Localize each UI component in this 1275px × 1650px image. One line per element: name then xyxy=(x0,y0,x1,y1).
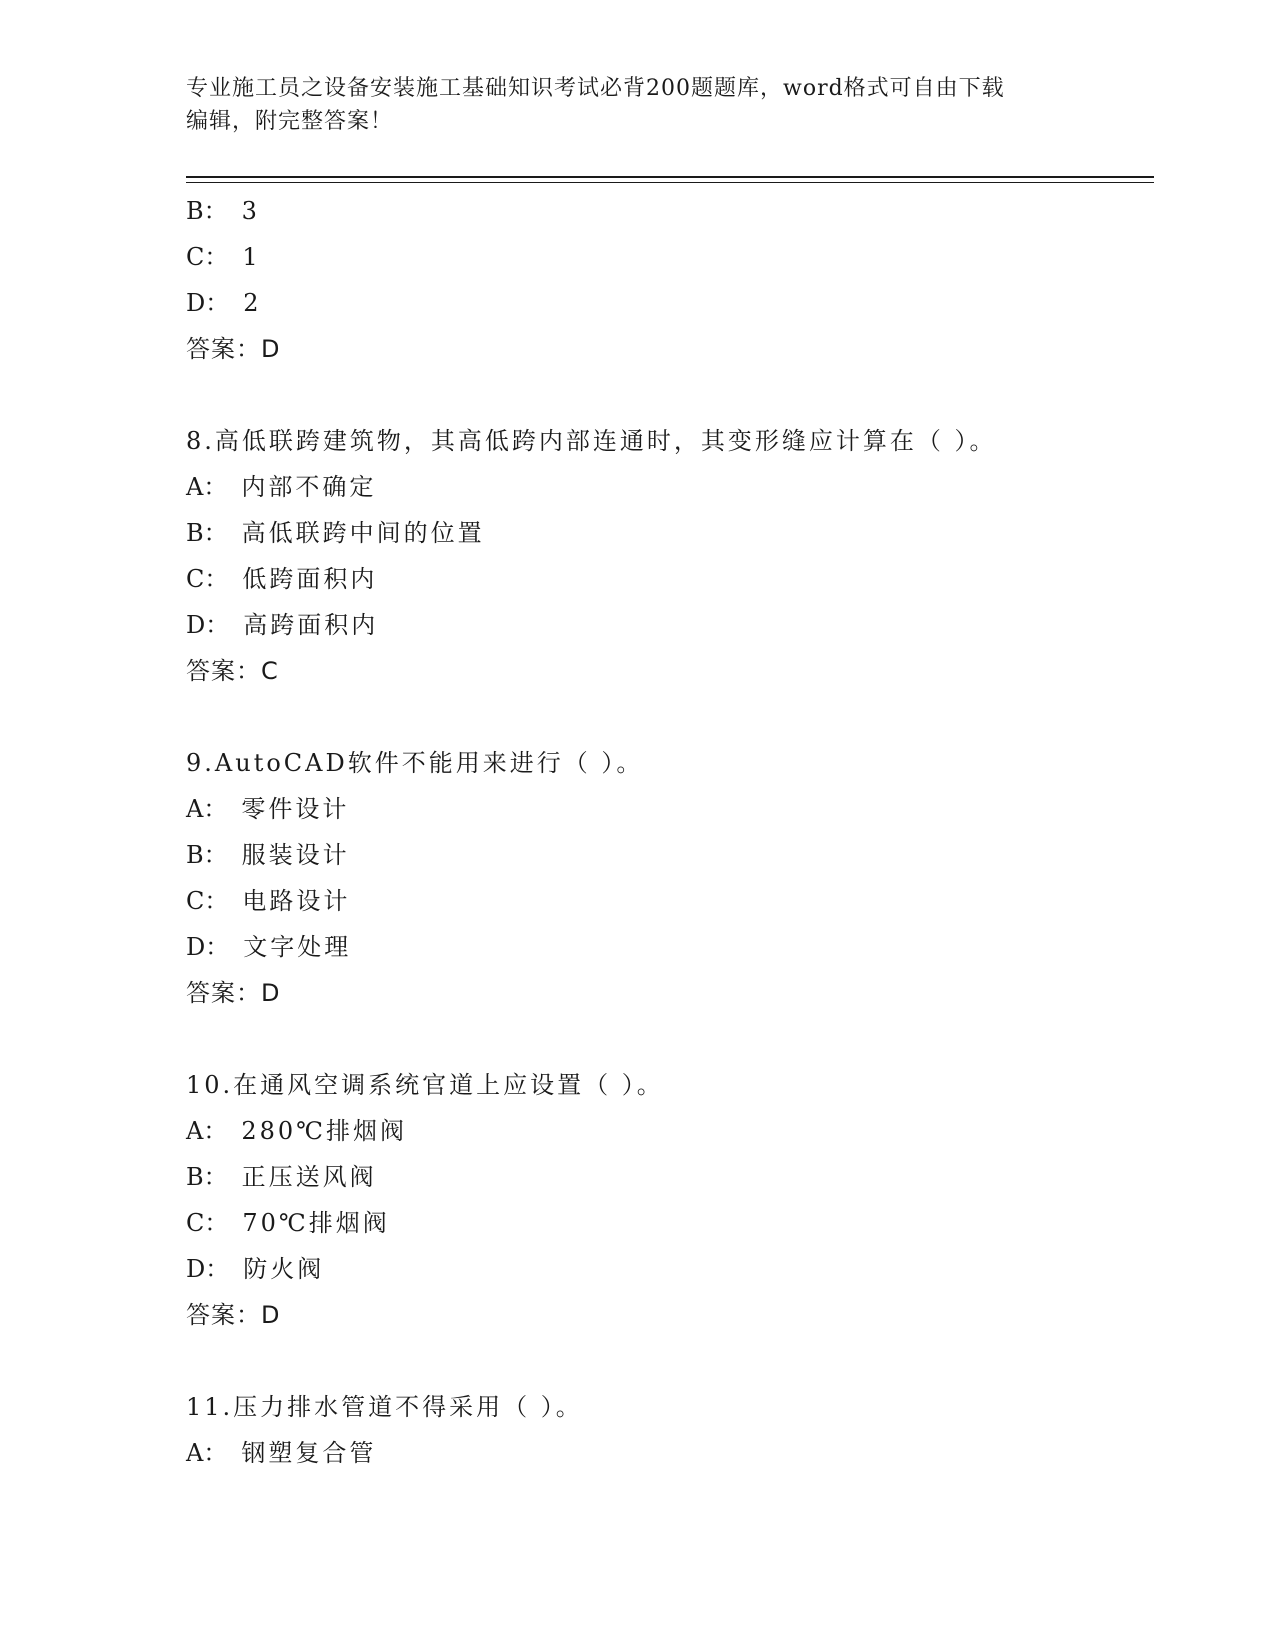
option-key: B： xyxy=(186,197,228,225)
option-key: D： xyxy=(186,933,230,961)
option-line xyxy=(186,924,1146,970)
option-line xyxy=(186,280,1146,326)
option-line xyxy=(186,878,1146,924)
option-text: 服装设计 xyxy=(241,841,350,869)
option-key: B： xyxy=(186,519,228,547)
question-stem: 11.压力排水管道不得采用（ ）。 xyxy=(186,1393,583,1421)
option-line xyxy=(186,556,1146,602)
question-list xyxy=(186,188,1146,1476)
option-line xyxy=(186,1154,1146,1200)
answer-line: 答案：D xyxy=(186,1301,281,1329)
option-key: D： xyxy=(186,289,230,317)
option-key: B： xyxy=(186,841,228,869)
option-text: 防火阀 xyxy=(243,1255,325,1283)
option-key: D： xyxy=(186,1255,230,1283)
option-key: C： xyxy=(186,243,229,271)
option-line xyxy=(186,602,1146,648)
option-line xyxy=(186,234,1146,280)
header-divider-thin xyxy=(186,182,1154,183)
option-text: 70℃排烟阀 xyxy=(242,1209,390,1237)
option-line xyxy=(186,786,1146,832)
question-stem: 9.AutoCAD软件不能用来进行（ ）。 xyxy=(186,749,644,777)
option-key: A： xyxy=(186,1117,228,1145)
option-line xyxy=(186,1430,1146,1476)
option-text: 高跨面积内 xyxy=(243,611,379,639)
option-text: 电路设计 xyxy=(242,887,351,915)
option-key: C： xyxy=(186,565,229,593)
answer-line: 答案：D xyxy=(186,335,281,363)
option-line xyxy=(186,1246,1146,1292)
option-text: 280℃排烟阀 xyxy=(241,1117,407,1145)
question-stem: 8.高低联跨建筑物，其高低跨内部连通时，其变形缝应计算在（ ）。 xyxy=(186,427,997,455)
header-line-1: 专业施工员之设备安装施工基础知识考试必背200题题库，word格式可自由下载 xyxy=(186,76,1005,101)
option-key: B： xyxy=(186,1163,228,1191)
option-key: C： xyxy=(186,887,229,915)
header-line-2: 编辑，附完整答案！ xyxy=(186,109,394,134)
question-stem: 10.在通风空调系统官道上应设置（ ）。 xyxy=(186,1071,664,1099)
option-line xyxy=(186,464,1146,510)
option-key: C： xyxy=(186,1209,229,1237)
option-key: A： xyxy=(186,473,228,501)
option-text: 低跨面积内 xyxy=(242,565,378,593)
option-text: 1 xyxy=(242,243,261,271)
document-header xyxy=(186,72,1066,138)
option-line xyxy=(186,1108,1146,1154)
option-text: 高低联跨中间的位置 xyxy=(241,519,485,547)
option-line xyxy=(186,832,1146,878)
option-text: 2 xyxy=(243,289,262,317)
option-key: A： xyxy=(186,795,228,823)
answer-line: 答案：C xyxy=(186,657,279,685)
option-line xyxy=(186,188,1146,234)
answer-line: 答案：D xyxy=(186,979,281,1007)
option-key: D： xyxy=(186,611,230,639)
option-text: 零件设计 xyxy=(241,795,350,823)
header-divider-thick xyxy=(186,176,1154,178)
option-text: 钢塑复合管 xyxy=(241,1439,377,1467)
option-key: A： xyxy=(186,1439,228,1467)
option-text: 3 xyxy=(241,197,260,225)
option-text: 文字处理 xyxy=(243,933,352,961)
option-line xyxy=(186,1200,1146,1246)
option-text: 内部不确定 xyxy=(241,473,377,501)
option-text: 正压送风阀 xyxy=(241,1163,377,1191)
option-line xyxy=(186,510,1146,556)
